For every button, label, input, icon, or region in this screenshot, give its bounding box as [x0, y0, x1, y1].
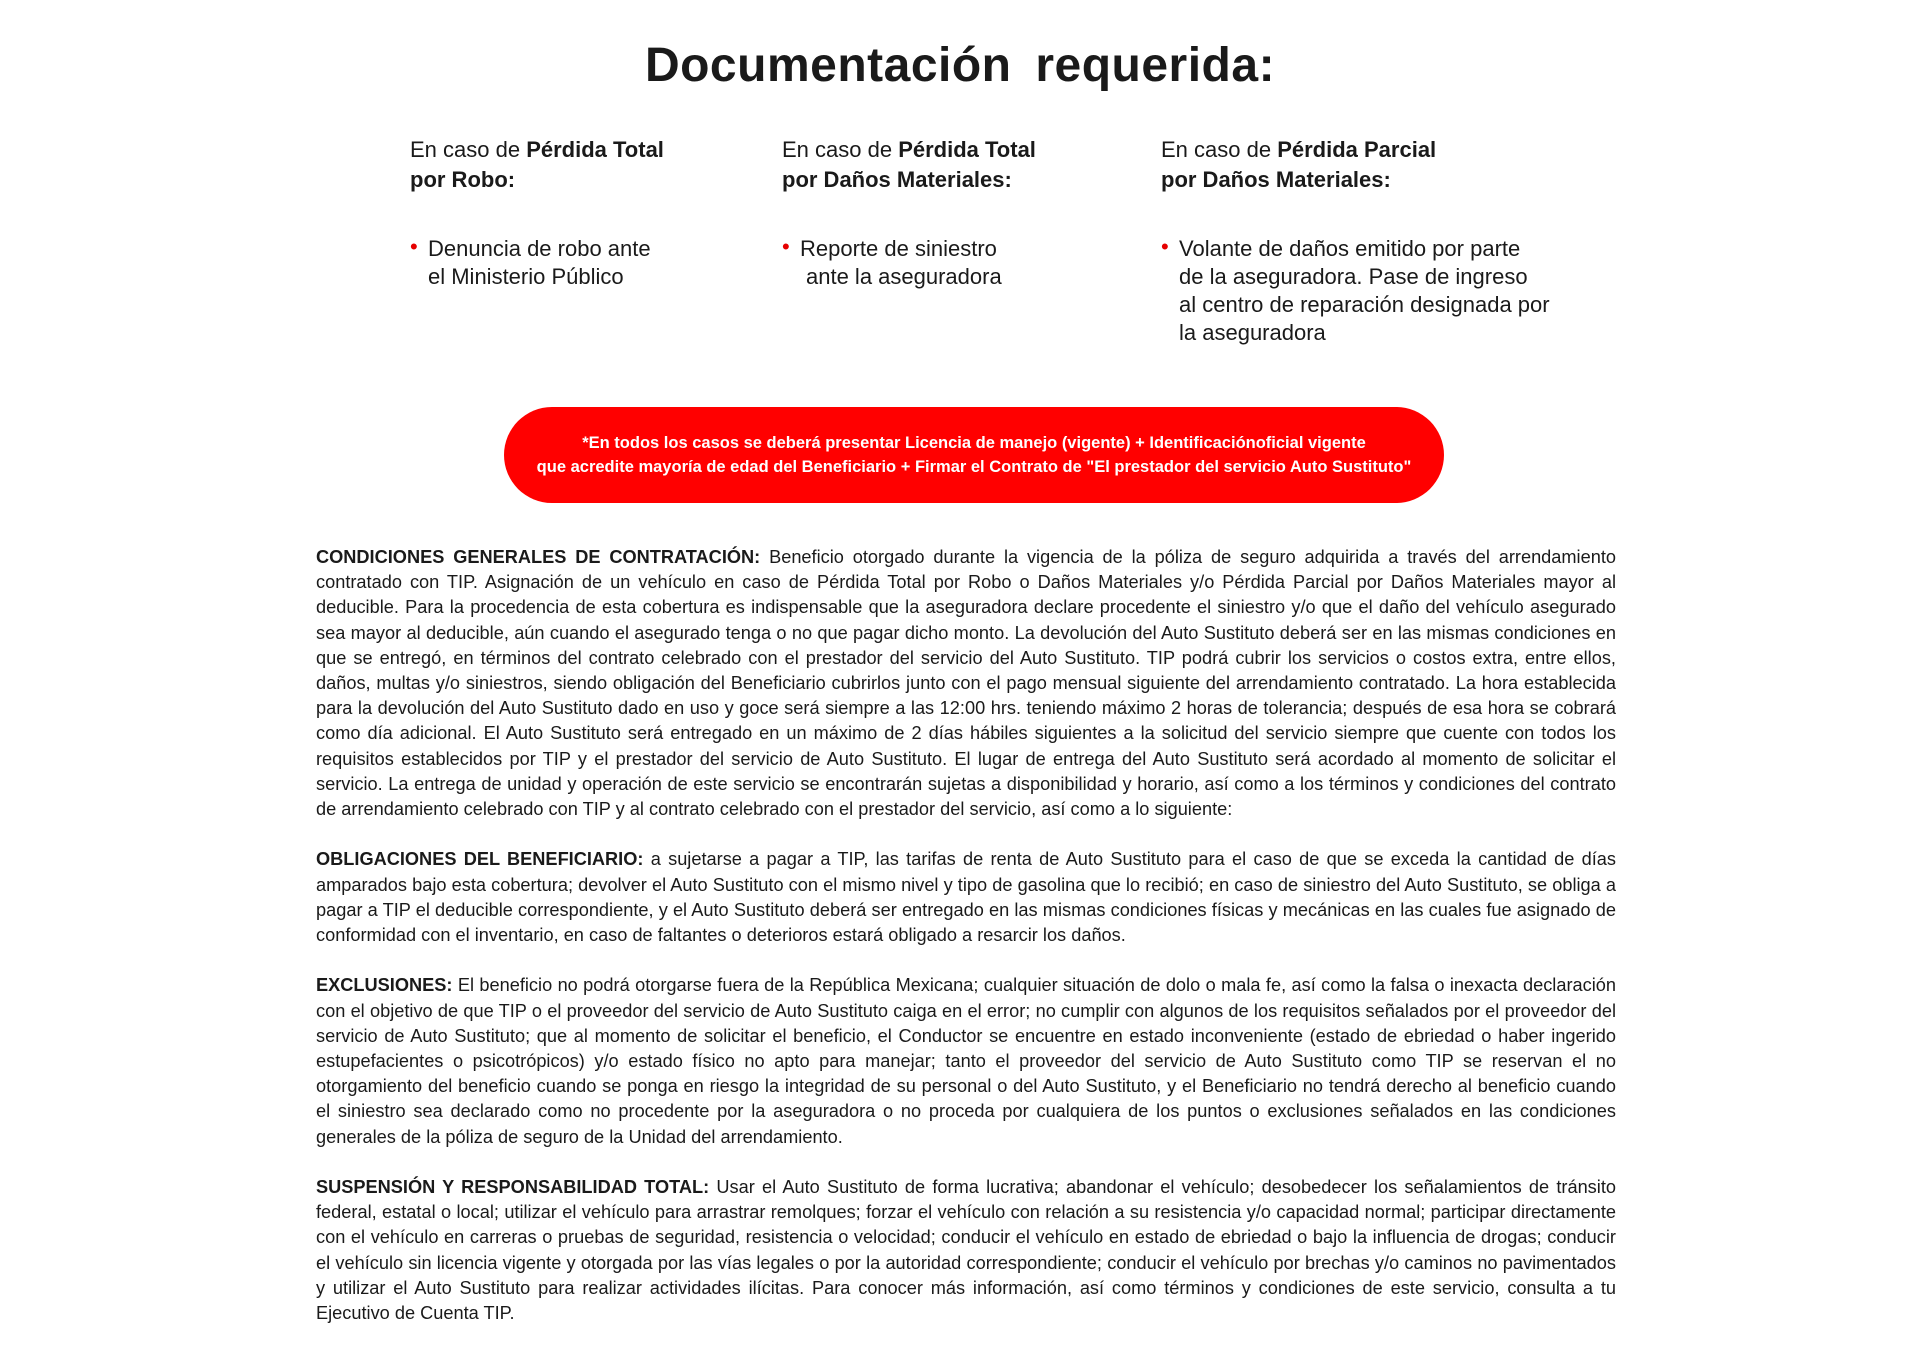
banner-line: que acredite mayoría de edad del Beneficiario + Firmar el Contrato de "El prestador del servicio Auto Sustituto": [536, 458, 1412, 476]
heading-bold-line2: por Robo:: [410, 167, 516, 192]
banner-line: *En todos los casos se deberá presentar Licencia de manejo (vigente) + Identificaciónoficial vigente: [582, 434, 1366, 452]
column-heading: [410, 135, 740, 195]
requirement-line: de la aseguradora. Pase de ingreso: [1179, 264, 1528, 289]
heading-bold: Pérdida Parcial: [1277, 137, 1437, 162]
requirement-item: [410, 235, 740, 291]
requirements-note-banner: [504, 407, 1444, 503]
bullet-icon: •: [782, 234, 790, 259]
heading-bold: Pérdida Total: [898, 137, 1036, 162]
section-suspension: [316, 1175, 1616, 1326]
heading-prefix: En caso de: [782, 137, 899, 162]
section-label: EXCLUSIONES:: [316, 975, 453, 996]
column-heading: [782, 135, 1112, 195]
column-heading: [1161, 135, 1581, 195]
page-title: Documentación requerida:: [644, 39, 1276, 92]
requirement-line: Denuncia de robo ante: [428, 236, 651, 261]
section-general-conditions: [316, 545, 1616, 822]
section-text: a sujetarse a pagar a TIP, las tarifas de renta de Auto Sustituto para el caso de que se exceda la cantidad de días amparados bajo esta cobertura; devolver el Auto Sustituto con el mismo nivel y tipo de gasolina que lo recibió; en caso de siniestro del Auto Sustituto, se obliga a pagar a TIP el deducible correspondiente, y el Auto Sustituto deberá ser entregado en las mismas condiciones físicas y mecánicas en las cuales fue asignado de conformidad con el inventario, en caso de faltantes o deterioros estará obligado a resarcir los daños.: [316, 849, 1616, 946]
requirement-column-robo: [410, 135, 740, 291]
section-exclusions: [316, 973, 1616, 1149]
section-label: OBLIGACIONES DEL BENEFICIARIO:: [316, 849, 644, 870]
bullet-icon: •: [1161, 234, 1169, 259]
heading-bold-line2: por Daños Materiales:: [1161, 167, 1391, 192]
requirement-item: [1161, 235, 1581, 347]
requirement-line: el Ministerio Público: [428, 264, 624, 289]
requirement-line: al centro de reparación designada por: [1179, 292, 1550, 317]
section-label: CONDICIONES GENERALES DE CONTRATACIÓN:: [316, 547, 761, 567]
requirement-line: la aseguradora: [1179, 320, 1326, 345]
section-label: SUSPENSIÓN Y RESPONSABILIDAD TOTAL:: [316, 1177, 710, 1198]
requirement-column-danos-totales: [782, 135, 1112, 291]
heading-bold-line2: por Daños Materiales:: [782, 167, 1012, 192]
heading-prefix: En caso de: [410, 137, 527, 162]
requirement-item: [782, 235, 1112, 291]
requirement-column-danos-parciales: [1161, 135, 1581, 347]
section-text: Usar el Auto Sustituto de forma lucrativa; abandonar el vehículo; desobedecer los señalamientos de tránsito federal, estatal o local; utilizar el vehículo para arrastrar remolques; forzar el vehículo con relación a su resistencia y/o capacidad normal; participar directamente con el vehículo en carreras o pruebas de seguridad, resistencia o velocidad; conducir el vehículo en estado de ebriedad o bajo la influencia de drogas; conducir el vehículo sin licencia vigente y otorgada por las vías legales o por la autoridad correspondiente; conducir el vehículo por brechas y/o caminos no pavimentados y utilizar el Auto Sustituto para realizar actividades ilícitas. Para conocer más información, así como términos y condiciones de este servicio, consulta a tu Ejecutivo de Cuenta TIP.: [316, 1177, 1616, 1324]
heading-prefix: En caso de: [1161, 137, 1278, 162]
requirement-line: ante la aseguradora: [806, 264, 1002, 289]
section-text: El beneficio no podrá otorgarse fuera de la República Mexicana; cualquier situación de dolo o mala fe, así como la falsa o inexacta declaración con el objetivo de que TIP o el proveedor del servicio de Auto Sustituto caiga en el error; no cumplir con algunos de los requisitos señalados por el proveedor del servicio de Auto Sustituto; que al momento de solicitar el beneficio, el Conductor se encuentre en estado inconveniente (estado de ebriedad o haber ingerido estupefacientes o psicotrópicos) y/o estado físico no apto para manejar; tanto el proveedor del servicio de Auto Sustituto como TIP se reservan el no otorgamiento del beneficio cuando se ponga en riesgo la integridad de su personal o del Auto Sustituto, y el Beneficiario no tendrá derecho al beneficio cuando el siniestro sea declarado como no procedente por la aseguradora o no proceda por cualquiera de los puntos o exclusiones señalados en las condiciones generales de la póliza de seguro de la Unidad del arrendamiento.: [316, 975, 1616, 1147]
requirement-line: Reporte de siniestro: [800, 236, 997, 261]
terms-body: [316, 545, 1616, 1351]
section-obligations: [316, 847, 1616, 948]
bullet-icon: •: [410, 234, 418, 259]
requirement-line: Volante de daños emitido por parte: [1179, 236, 1521, 261]
section-text: Beneficio otorgado durante la vigencia de la póliza de seguro adquirida a través del arrendamiento contratado con TIP. Asignación de un vehículo en caso de Pérdida Total por Robo o Daños Materiales y/o Pérdida Parcial por Daños Materiales mayor al deducible. Para la procedencia de esta cobertura es indispensable que la aseguradora declare procedente el siniestro y/o que el daño del vehículo asegurado sea mayor al deducible, aún cuando el asegurado tenga o no que pagar dicho monto. La devolución del Auto Sustituto deberá ser en las mismas condiciones en que se entregó, en términos del contrato celebrado con el prestador del servicio del Auto Sustituto. TIP podrá cubrir los servicios o costos extra, entre ellos, daños, multas y/o siniestros, siendo obligación del Beneficiario cubrirlos junto con el pago mensual siguiente del arrendamiento contratado. La hora establecida para la devolución del Auto Sustituto dado en uso y goce será siempre a las 12:00 hrs. teniendo máximo 2 horas de tolerancia; después de esa hora se cobrará como día adicional. El Auto Sustituto será entregado en un máximo de 2 días hábiles siguientes a la solicitud del servicio siempre que cuente con todos los requisitos establecidos por TIP y el prestador del servicio de Auto Sustituto. El lugar de entrega del Auto Sustituto será acordado al momento de solicitar el servicio. La entrega de unidad y operación de este servicio se encontrarán sujetas a disponibilidad y horario, así como a los términos y condiciones del contrato de arrendamiento celebrado con TIP y al contrato celebrado con el prestador del servicio, así como a lo siguiente:: [316, 547, 1616, 820]
heading-bold: Pérdida Total: [526, 137, 664, 162]
